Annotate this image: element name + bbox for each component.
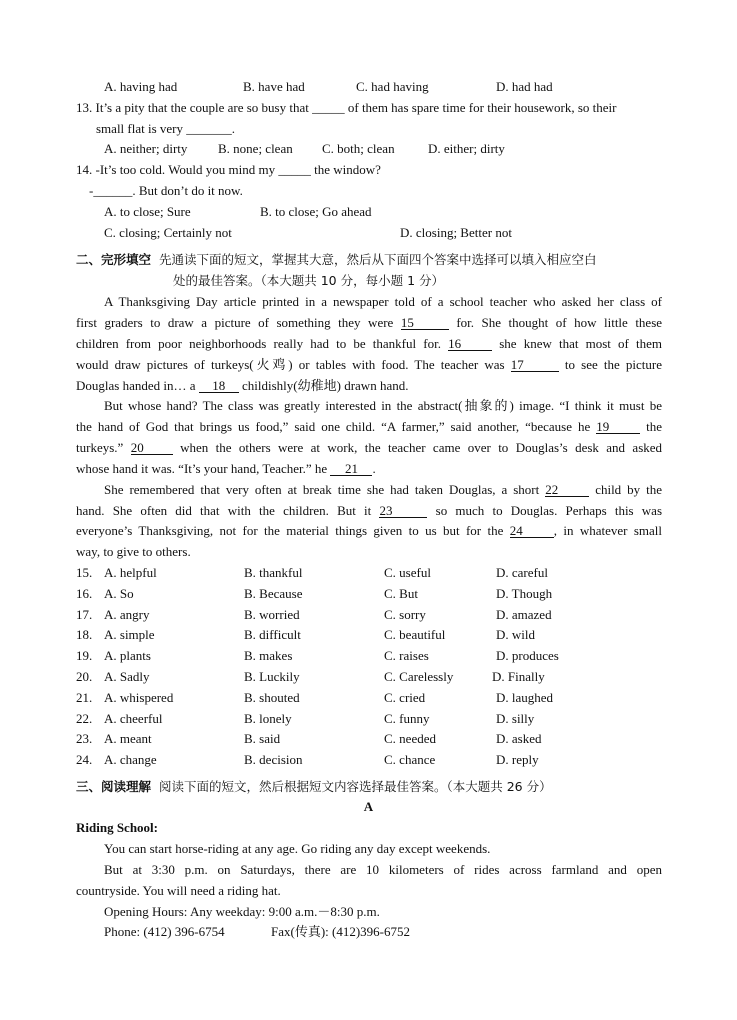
- option-d: D. silly: [496, 711, 535, 726]
- option-a: A. helpful: [104, 565, 157, 580]
- option-b: B. Luckily: [244, 669, 300, 684]
- option-b: B. Because: [244, 586, 303, 601]
- q14-stem-line2: -______. But don’t do it now.: [89, 183, 243, 198]
- option-c: C. But: [384, 586, 418, 601]
- text: hand. She often did that with the children. But it: [76, 503, 372, 518]
- passage-p3-line3: [76, 523, 662, 539]
- option-row-number: 17.: [76, 607, 93, 622]
- q13-stem-line2: small flat is very _______.: [96, 121, 236, 136]
- passage-p3-line1: [104, 482, 662, 498]
- passage-p1-line4: [76, 357, 662, 373]
- riding-phone: Phone: (412) 396-6754: [104, 924, 225, 939]
- blank-21: 21: [330, 462, 372, 476]
- blank-20: 20: [131, 441, 173, 455]
- q13-option-a: A. neither; dirty: [104, 141, 188, 156]
- option-b: B. said: [244, 731, 281, 746]
- option-a: A. meant: [104, 731, 152, 746]
- riding-line-3: countryside. You will need a riding hat.: [76, 883, 281, 898]
- blank-23: 23: [379, 504, 427, 518]
- option-a: A. So: [104, 586, 134, 601]
- option-d: D. Though: [496, 586, 553, 601]
- q14-option-b: B. to close; Go ahead: [260, 204, 372, 219]
- section2-instruction-1: 先通读下面的短文，掌握其大意，然后从下面四个答案中选择可以填入相应空白: [158, 252, 597, 267]
- text: first graders to draw a picture of something they were: [76, 315, 394, 330]
- passage-p1-line5: [76, 378, 408, 394]
- text: the hand of God that brings us food,” said one child. “A farmer,” said another, “because he: [76, 419, 591, 434]
- option-c: C. sorry: [384, 607, 426, 622]
- option-a: A. simple: [104, 627, 155, 642]
- riding-school-heading: Riding School:: [76, 820, 158, 835]
- section2-instruction-2: 处的最佳答案。（本大题共 10 分，每小题 1 分）: [173, 273, 445, 288]
- q13-option-b: B. none; clean: [218, 141, 293, 156]
- option-d: D. laughed: [496, 690, 554, 705]
- option-c: C. chance: [384, 752, 436, 767]
- option-c: C. funny: [384, 711, 430, 726]
- passage-p1-line2: [76, 315, 662, 331]
- section2-heading: [76, 252, 596, 268]
- text: the: [646, 419, 663, 434]
- option-row-number: 23.: [76, 731, 93, 746]
- passage-p3-line4: way, to give to others.: [76, 544, 191, 559]
- blank-24: 24: [510, 524, 554, 538]
- riding-line-1: You can start horse-riding at any age. Go riding any day except weekends.: [104, 841, 491, 856]
- option-row-number: 21.: [76, 690, 93, 705]
- option-d: D. produces: [496, 648, 559, 663]
- passage-p2-line2: [76, 419, 662, 435]
- q13-stem-line1: 13. It’s a pity that the couple are so busy that _____ of them has spare time for their housework, so their: [76, 100, 617, 115]
- option-c: C. cried: [384, 690, 426, 705]
- option-d: D. amazed: [496, 607, 552, 622]
- passage-p2-line1: But whose hand? The class was greatly interested in the abstract(抽象的) image. “I think it must be: [104, 398, 662, 413]
- text: when the others were at work, the teacher came over to Douglas’s desk and asked: [180, 440, 663, 455]
- text: child by the: [595, 482, 662, 497]
- option-a: A. plants: [104, 648, 151, 663]
- passage-p1-line3: [76, 336, 662, 352]
- option-b: B. decision: [244, 752, 303, 767]
- option-row-number: 19.: [76, 648, 93, 663]
- option-c: C. useful: [384, 565, 431, 580]
- section3-heading: [76, 779, 552, 795]
- riding-opening-hours: Opening Hours: Any weekday: 9:00 a.m.－8:30 p.m.: [104, 904, 380, 919]
- option-a: A. whispered: [104, 690, 174, 705]
- blank-16: 16: [448, 337, 492, 351]
- blank-17: 17: [511, 358, 559, 372]
- option-row-number: 22.: [76, 711, 93, 726]
- passage-p2-line4: [76, 461, 376, 477]
- text: , in whatever small: [553, 523, 663, 538]
- option-row-number: 16.: [76, 586, 93, 601]
- option-d: D. asked: [496, 731, 542, 746]
- q12-option-a: A. having had: [104, 79, 178, 94]
- option-d: D. careful: [496, 565, 548, 580]
- reading-part-label: A: [363, 799, 374, 814]
- q14-option-c: C. closing; Certainly not: [104, 225, 232, 240]
- passage-p2-line3: [76, 440, 662, 456]
- q12-option-d: D. had had: [496, 79, 553, 94]
- option-d: D. reply: [496, 752, 539, 767]
- text: Douglas handed in… a: [76, 378, 196, 393]
- option-row-number: 20.: [76, 669, 93, 684]
- blank-19: 19: [596, 420, 640, 434]
- option-a: A. angry: [104, 607, 150, 622]
- option-b: B. lonely: [244, 711, 292, 726]
- section3-instruction: 阅读下面的短文，然后根据短文内容选择最佳答案。（本大题共 26 分）: [158, 779, 552, 794]
- text: everyone’s Thanksgiving, not for the material things given to us but for the: [76, 523, 504, 538]
- option-b: B. shouted: [244, 690, 300, 705]
- q12-option-c: C. had having: [356, 79, 429, 94]
- passage-p1-line1: A Thanksgiving Day article printed in a newspaper told of a school teacher who asked her class of: [104, 294, 662, 309]
- riding-line-2: But at 3:30 p.m. on Saturdays, there are 10 kilometers of rides across farmland and open: [104, 862, 662, 877]
- q12-option-b: B. have had: [243, 79, 305, 94]
- text: She remembered that very often at break time she had taken Douglas, a short: [104, 482, 540, 497]
- option-d: D. wild: [496, 627, 535, 642]
- q13-option-d: D. either; dirty: [428, 141, 505, 156]
- option-row-number: 15.: [76, 565, 93, 580]
- text: whose hand it was. “It’s your hand, Teacher.” he: [76, 461, 328, 476]
- option-c: C. raises: [384, 648, 429, 663]
- blank-22: 22: [545, 483, 589, 497]
- text: children from poor neighborhoods really had to be thankful for.: [76, 336, 441, 351]
- text: for. She thought of how little these: [456, 315, 663, 330]
- text: childishly(幼稚地) drawn hand.: [242, 378, 409, 393]
- q14-stem-line1: 14. -It’s too cold. Would you mind my _____ the window?: [76, 162, 381, 177]
- option-d: D. Finally: [492, 669, 545, 684]
- option-c: C. beautiful: [384, 627, 446, 642]
- option-row-number: 18.: [76, 627, 93, 642]
- text: so much to Douglas. Perhaps this was: [435, 503, 663, 518]
- blank-15: 15: [401, 316, 449, 330]
- option-a: A. Sadly: [104, 669, 150, 684]
- option-b: B. thankful: [244, 565, 303, 580]
- q13-option-c: C. both; clean: [322, 141, 395, 156]
- option-c: C. Carelessly: [384, 669, 454, 684]
- text: she knew that most of them: [499, 336, 662, 351]
- text: turkeys.”: [76, 440, 124, 455]
- text: would draw pictures of turkeys(火鸡) or tables with food. The teacher was: [76, 357, 505, 372]
- text: to see the picture: [564, 357, 663, 372]
- blank-18: 18: [199, 379, 239, 393]
- section2-title: 二、完形填空: [76, 252, 152, 267]
- q14-option-d: D. closing; Better not: [400, 225, 512, 240]
- passage-p3-line2: [76, 503, 662, 519]
- text: .: [372, 461, 376, 476]
- option-b: B. worried: [244, 607, 300, 622]
- riding-fax: Fax(传真): (412)396-6752: [271, 924, 411, 939]
- section3-title: 三、阅读理解: [76, 779, 152, 794]
- option-a: A. cheerful: [104, 711, 163, 726]
- option-b: B. difficult: [244, 627, 301, 642]
- option-a: A. change: [104, 752, 157, 767]
- q14-option-a: A. to close; Sure: [104, 204, 191, 219]
- option-b: B. makes: [244, 648, 293, 663]
- option-c: C. needed: [384, 731, 436, 746]
- option-row-number: 24.: [76, 752, 93, 767]
